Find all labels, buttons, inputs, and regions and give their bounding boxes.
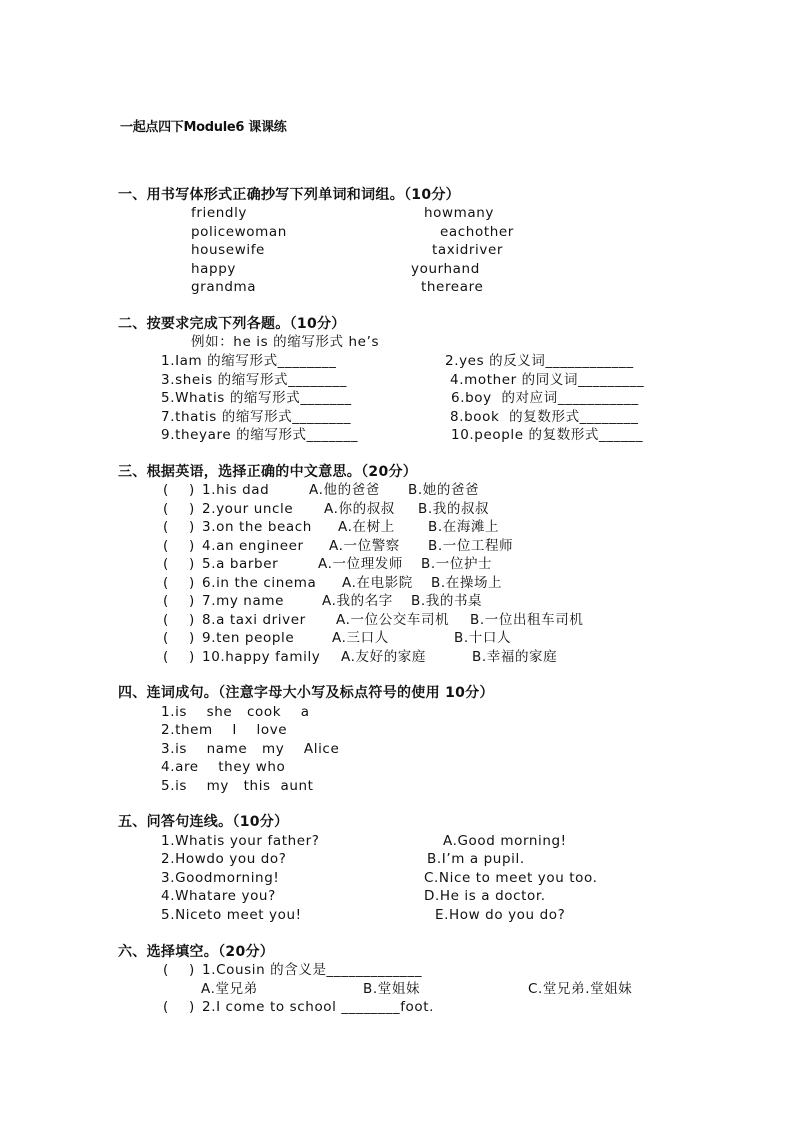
word-item: housewife [191, 242, 265, 258]
option-b: B.在操场上 [431, 574, 503, 591]
question-item: 3.on the beach [202, 519, 312, 535]
answer-blank-close-paren: ) [189, 556, 195, 572]
section-2-heading: 二、按要求完成下列各题。（10分） [118, 316, 346, 332]
word-item: howmany [424, 205, 495, 221]
answer-blank-close-paren: ) [189, 611, 195, 628]
option-a: A.我的名字 [322, 593, 393, 609]
answer-blank-close-paren: ) [189, 537, 195, 554]
answer-blank-close-paren: ) [189, 519, 195, 535]
word-item: eachother [440, 224, 514, 240]
question-item: 1.Cousin 的含义是_____________ [202, 962, 423, 978]
answer-blank-open-paren[interactable]: ( [163, 630, 169, 646]
option-b: B.我的书桌 [411, 593, 483, 609]
option-a: A.友好的家庭 [341, 648, 426, 665]
answer-blank-close-paren: ) [189, 999, 195, 1015]
option-b: B.一位工程师 [428, 537, 514, 554]
option-b: B.一位护士 [421, 556, 493, 572]
question-item: 5.a barber [202, 556, 279, 572]
question-item: 7.thatis 的缩写形式________ [161, 409, 352, 425]
word-item: policewoman [191, 224, 287, 240]
option-a: A.他的爸爸 [309, 482, 380, 498]
answer: B.I’m a pupil. [427, 851, 525, 867]
answer-blank-open-paren[interactable]: ( [163, 500, 169, 517]
option-b: B.十口人 [454, 630, 512, 646]
question: 1.Whatis your father? [161, 833, 320, 849]
answer-blank-open-paren[interactable]: ( [163, 556, 169, 572]
word-group: 5.is my this aunt [161, 778, 314, 794]
answer-blank-close-paren: ) [189, 962, 195, 978]
option-b: B.她的爸爸 [408, 482, 480, 498]
question-item: 6.in the cinema [202, 574, 317, 591]
answer-blank-close-paren: ) [189, 648, 195, 665]
section-5-heading: 五、问答句连线。（10分） [118, 814, 289, 830]
option-b: B.幸福的家庭 [472, 648, 558, 665]
answer-blank-close-paren: ) [189, 574, 195, 591]
option-a: A.一位理发师 [318, 556, 403, 572]
option: C.堂兄弟.堂姐妹 [528, 981, 633, 997]
question-item: 9.theyare 的缩写形式_______ [161, 427, 359, 443]
question-item: 10.people 的复数形式______ [451, 427, 644, 443]
question-item: 1.his dad [202, 482, 270, 498]
answer-blank-open-paren[interactable]: ( [163, 519, 169, 535]
option-a: A.在电影院 [342, 574, 413, 591]
word-group: 1.is she cook a [161, 704, 310, 720]
question: 3.Goodmorning! [161, 870, 280, 886]
question-item: 9.ten people [202, 630, 295, 646]
question-item: 7.my name [202, 593, 284, 609]
answer-blank-close-paren: ) [189, 630, 195, 646]
question: 5.Niceto meet you! [161, 907, 302, 923]
answer: C.Nice to meet you too. [424, 870, 598, 886]
word-group: 2.them I love [161, 722, 288, 738]
answer: A.Good morning! [443, 833, 567, 849]
question-item: 6.boy 的对应词___________ [451, 390, 639, 406]
question-item: 4.mother 的同义词_________ [450, 372, 645, 388]
question-item: 2.your uncle [202, 500, 294, 517]
option-b: B.我的叔叔 [418, 500, 490, 517]
question-item: 4.an engineer [202, 537, 304, 554]
word-group: 3.is name my Alice [161, 741, 340, 757]
question: 4.Whatare you? [161, 888, 276, 904]
option-a: A.一位警察 [329, 537, 400, 554]
question-item: 8.book 的复数形式________ [450, 409, 639, 425]
word-group: 4.are they who [161, 759, 286, 775]
section-1-heading: 一、用书写体形式正确抄写下列单词和词组。（10分） [118, 187, 460, 203]
answer-blank-close-paren: ) [189, 593, 195, 609]
question-item: 1.Iam 的缩写形式________ [161, 353, 337, 369]
word-item: thereare [421, 279, 484, 295]
question-item: 3.sheis 的缩写形式________ [161, 372, 347, 388]
answer-blank-open-paren[interactable]: ( [163, 999, 169, 1015]
section-3-heading: 三、根据英语，选择正确的中文意思。（20分） [118, 464, 418, 480]
answer-blank-close-paren: ) [189, 500, 195, 517]
answer-blank-close-paren: ) [189, 482, 195, 498]
option: B.堂姐妹 [363, 981, 421, 997]
example-line: 例如：he is 的缩写形式 he’s [191, 334, 380, 350]
answer: D.He is a doctor. [424, 888, 546, 904]
answer-blank-open-paren[interactable]: ( [163, 537, 169, 554]
question: 2.Howdo you do? [161, 851, 287, 867]
question-item: 8.a taxi driver [202, 611, 306, 628]
question-item: 2.I come to school ________foot. [202, 999, 435, 1015]
option-b: B.在海滩上 [428, 519, 500, 535]
word-item: happy [191, 261, 236, 277]
answer-blank-open-paren[interactable]: ( [163, 611, 169, 628]
answer-blank-open-paren[interactable]: ( [163, 593, 169, 609]
section-6-heading: 六、选择填空。（20分） [118, 944, 275, 960]
word-item: yourhand [411, 261, 480, 277]
option: A.堂兄弟 [201, 981, 258, 997]
question-item: 2.yes 的反义词____________ [445, 353, 634, 369]
option-a: A.你的叔叔 [324, 500, 395, 517]
option-a: A.一位公交车司机 [336, 611, 450, 628]
answer: E.How do you do? [435, 907, 566, 923]
answer-blank-open-paren[interactable]: ( [163, 962, 169, 978]
option-b: B.一位出租车司机 [470, 611, 584, 628]
word-item: friendly [191, 205, 248, 221]
answer-blank-open-paren[interactable]: ( [163, 482, 169, 498]
answer-blank-open-paren[interactable]: ( [163, 574, 169, 591]
question-item: 5.Whatis 的缩写形式_______ [161, 390, 352, 406]
option-a: A.在树上 [338, 519, 395, 535]
option-a: A.三口人 [332, 630, 389, 646]
section-4-heading: 四、连词成句。（注意字母大小写及标点符号的使用 10分） [118, 685, 494, 701]
answer-blank-open-paren[interactable]: ( [163, 648, 169, 665]
word-item: taxidriver [432, 242, 504, 258]
word-item: grandma [191, 279, 257, 295]
worksheet-title: 一起点四下Module6 课课练 [120, 120, 287, 135]
question-item: 10.happy family [202, 648, 321, 665]
